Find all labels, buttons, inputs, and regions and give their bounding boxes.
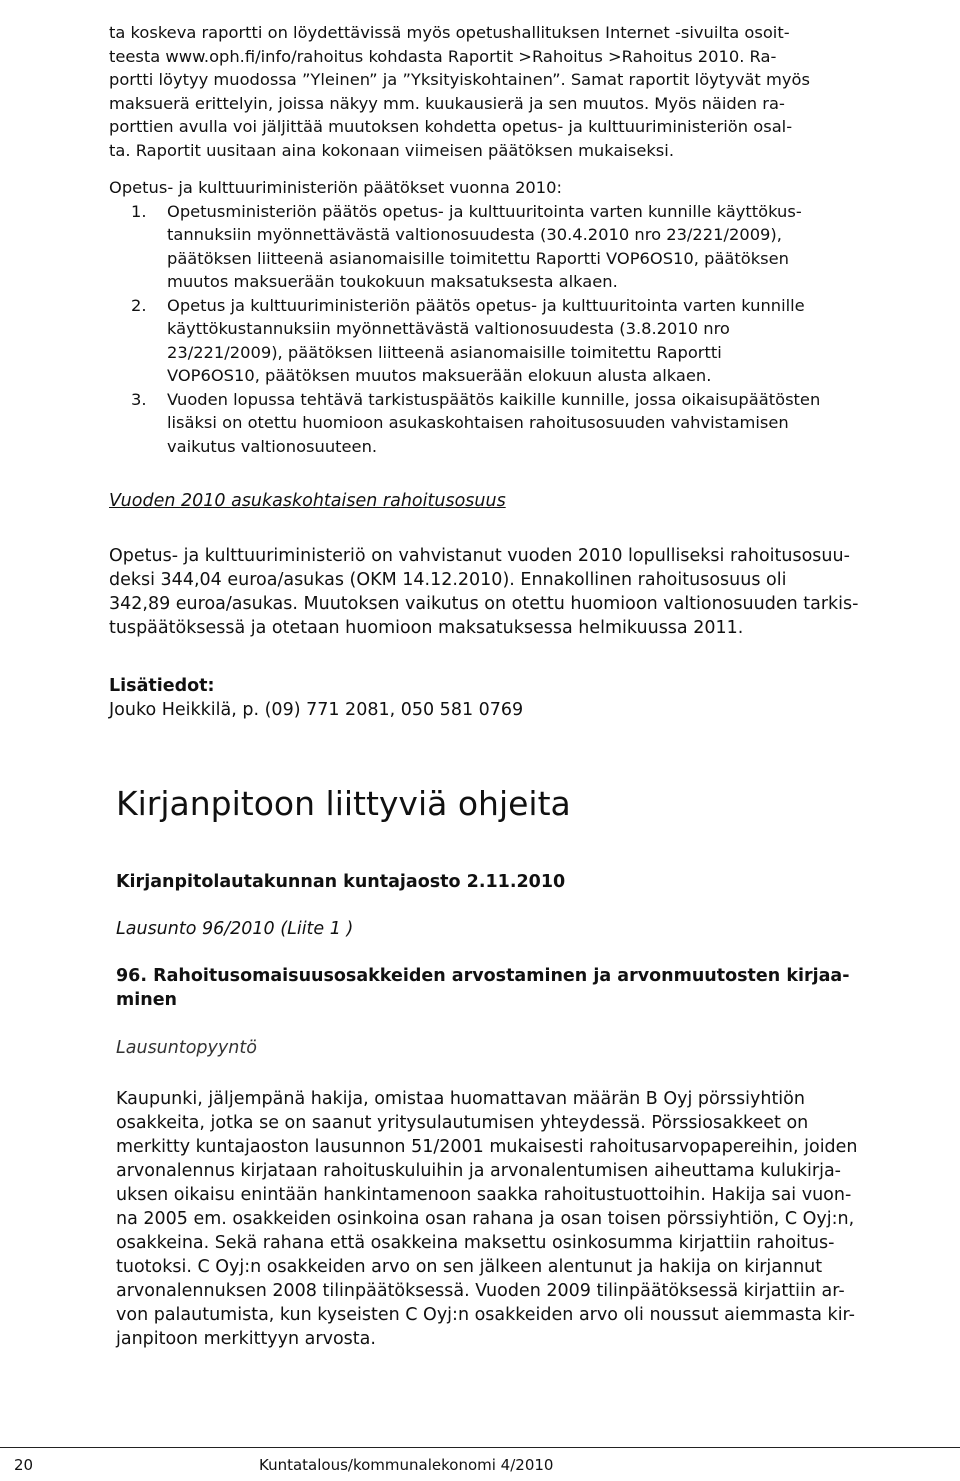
text-line: portti löytyy muodossa ”Yleinen” ja ”Yksityiskohtainen”. Samat raportit löytyvät myös xyxy=(109,70,810,89)
text-line: von palautumista, kun kyseisten C Oyj:n osakkeiden arvo oli noussut aiemmasta kir- xyxy=(116,1305,855,1325)
publication-name: Kuntatalous/kommunalekonomi 4/2010 xyxy=(259,1456,554,1474)
request-label: Lausuntopyyntö xyxy=(116,1038,257,1058)
text-line: 23/221/2009), päätöksen liitteenä asianomaisille toimitettu Raportti xyxy=(167,342,722,362)
text-line: vaikutus valtionosuuteen. xyxy=(167,436,378,456)
upper-section xyxy=(109,21,949,722)
list-item xyxy=(109,200,949,294)
list-number: 1. xyxy=(131,201,147,221)
decisions-block xyxy=(109,176,949,458)
text-line: janpitoon merkittyyn arvosta. xyxy=(116,1329,376,1349)
text-line: maksuerä erittelyin, joissa näkyy mm. kuukausierä ja sen muutos. Myös näiden ra- xyxy=(109,93,785,113)
text-line: lisäksi on otettu huomioon asukaskohtaisen rahoitusosuuden vahvistamisen xyxy=(167,413,789,432)
text-line: porttien avulla voi jäljittää muutoksen kohdetta opetus- ja kulttuuriministeriön osal- xyxy=(109,117,793,136)
list-number: 2. xyxy=(131,295,147,315)
text-line: arvonalennus kirjataan rahoituskuluihin ja arvonalentumisen aiheuttama kulukirja- xyxy=(116,1161,841,1181)
text-line: Vuoden lopussa tehtävä tarkistuspäätös kaikille kunnille, jossa oikaisupäätösten xyxy=(167,389,821,409)
text-line: päätöksen liitteenä asianomaisille toimitettu Raportti VOP6OS10, päätöksen xyxy=(167,248,789,268)
contact-text: Jouko Heikkilä, p. (09) 771 2081, 050 581 0769 xyxy=(109,700,524,720)
text-line: 342,89 euroa/asukas. Muutoksen vaikutus on otettu huomioon valtionosuuden tarkis- xyxy=(109,594,859,614)
contact-label: Lisätiedot: xyxy=(109,676,215,696)
text-line: Opetus ja kulttuuriministeriön päätös opetus- ja kulttuuritointa varten kunnille xyxy=(167,295,805,315)
footer-divider xyxy=(0,1447,960,1448)
text-line: minen xyxy=(116,990,178,1010)
text-line: Opetus- ja kulttuuriministeriö on vahvistanut vuoden 2010 lopulliseksi rahoitusosuu- xyxy=(109,546,850,566)
text-line: na 2005 em. osakkeiden osinkoina osan rahana ja osan toisen pörssiyhtiön, C Oyj:n, xyxy=(116,1209,855,1229)
text-line: käyttökustannuksiin myönnettävästä valtionosuudesta (3.8.2010 nro xyxy=(167,319,730,338)
text-line: osakkeita, jotka se on saanut yritysulautumisen yhteydessä. Pörssiosakkeet on xyxy=(116,1113,809,1133)
list-number: 3. xyxy=(131,389,147,409)
text-line: tannuksiin myönnettävästä valtionosuudesta (30.4.2010 nro 23/221/2009), xyxy=(167,225,782,244)
text-line: ta koskeva raportti on löydettävissä myös opetushallituksen Internet -sivuilta osoit- xyxy=(109,23,790,42)
page-heading: Kirjanpitoon liittyviä ohjeita xyxy=(116,784,571,823)
request-paragraph xyxy=(116,1087,946,1351)
intro-paragraph xyxy=(109,21,949,162)
text-line: Kaupunki, jäljempänä hakija, omistaa huomattavan määrän B Oyj pörssiyhtiön xyxy=(116,1089,805,1109)
contact-block xyxy=(109,674,949,722)
text-line: muutos maksuerään toukokuun maksatuksesta alkaen. xyxy=(167,272,618,291)
text-line: deksi 344,04 euroa/asukas (OKM 14.12.2010). Ennakollinen rahoitusosuus oli xyxy=(109,570,787,590)
text-line: ta. Raportit uusitaan aina kokonaan viimeisen päätöksen mukaiseksi. xyxy=(109,140,674,160)
text-line: tuspäätöksessä ja otetaan huomioon maksatuksessa helmikuussa 2011. xyxy=(109,618,744,638)
page-number: 20 xyxy=(14,1456,34,1474)
text-line: teesta www.oph.fi/info/rahoitus kohdasta Raportit >Rahoitus >Rahoitus 2010. Ra- xyxy=(109,46,777,66)
text-line: arvonalennuksen 2008 tilinpäätöksessä. Vuoden 2009 tilinpäätöksessä kirjattiin ar- xyxy=(116,1281,845,1301)
text-line: VOP6OS10, päätöksen muutos maksuerään elokuun alusta alkaen. xyxy=(167,366,712,385)
text-line: 96. Rahoitusomaisuusosakkeiden arvostaminen ja arvonmuutosten kirjaa- xyxy=(116,966,850,986)
list-item xyxy=(109,294,949,388)
lower-section xyxy=(116,782,946,1369)
decisions-list xyxy=(109,200,949,459)
text-line: uksen oikaisu enintään hankintamenoon saakka rahoitustuottoihin. Hakija sai vuon- xyxy=(116,1185,852,1205)
text-line: Opetusministeriön päätös opetus- ja kulttuuritointa varten kunnille käyttökus- xyxy=(167,201,802,221)
opinion-reference: Lausunto 96/2010 (Liite 1 ) xyxy=(116,919,354,939)
text-line: osakkeina. Sekä rahana että osakkeina maksettu osinkosumma kirjattiin rahoitus- xyxy=(116,1233,835,1253)
text-line: merkitty kuntajaoston lausunnon 51/2001 mukaisesti rahoitusarvopapereihin, joiden xyxy=(116,1137,858,1157)
text-line: tuotoksi. C Oyj:n osakkeiden arvo on sen jälkeen alentunut ja hakija on kirjannut xyxy=(116,1257,823,1277)
list-item xyxy=(109,388,949,459)
decisions-heading: Opetus- ja kulttuuriministeriön päätökset vuonna 2010: xyxy=(109,178,562,197)
section-title: Vuoden 2010 asukaskohtaisen rahoitusosuus xyxy=(109,491,506,511)
board-title: Kirjanpitolautakunnan kuntajaosto 2.11.2010 xyxy=(116,872,566,892)
share-paragraph xyxy=(109,544,949,640)
item-title xyxy=(116,964,946,1012)
